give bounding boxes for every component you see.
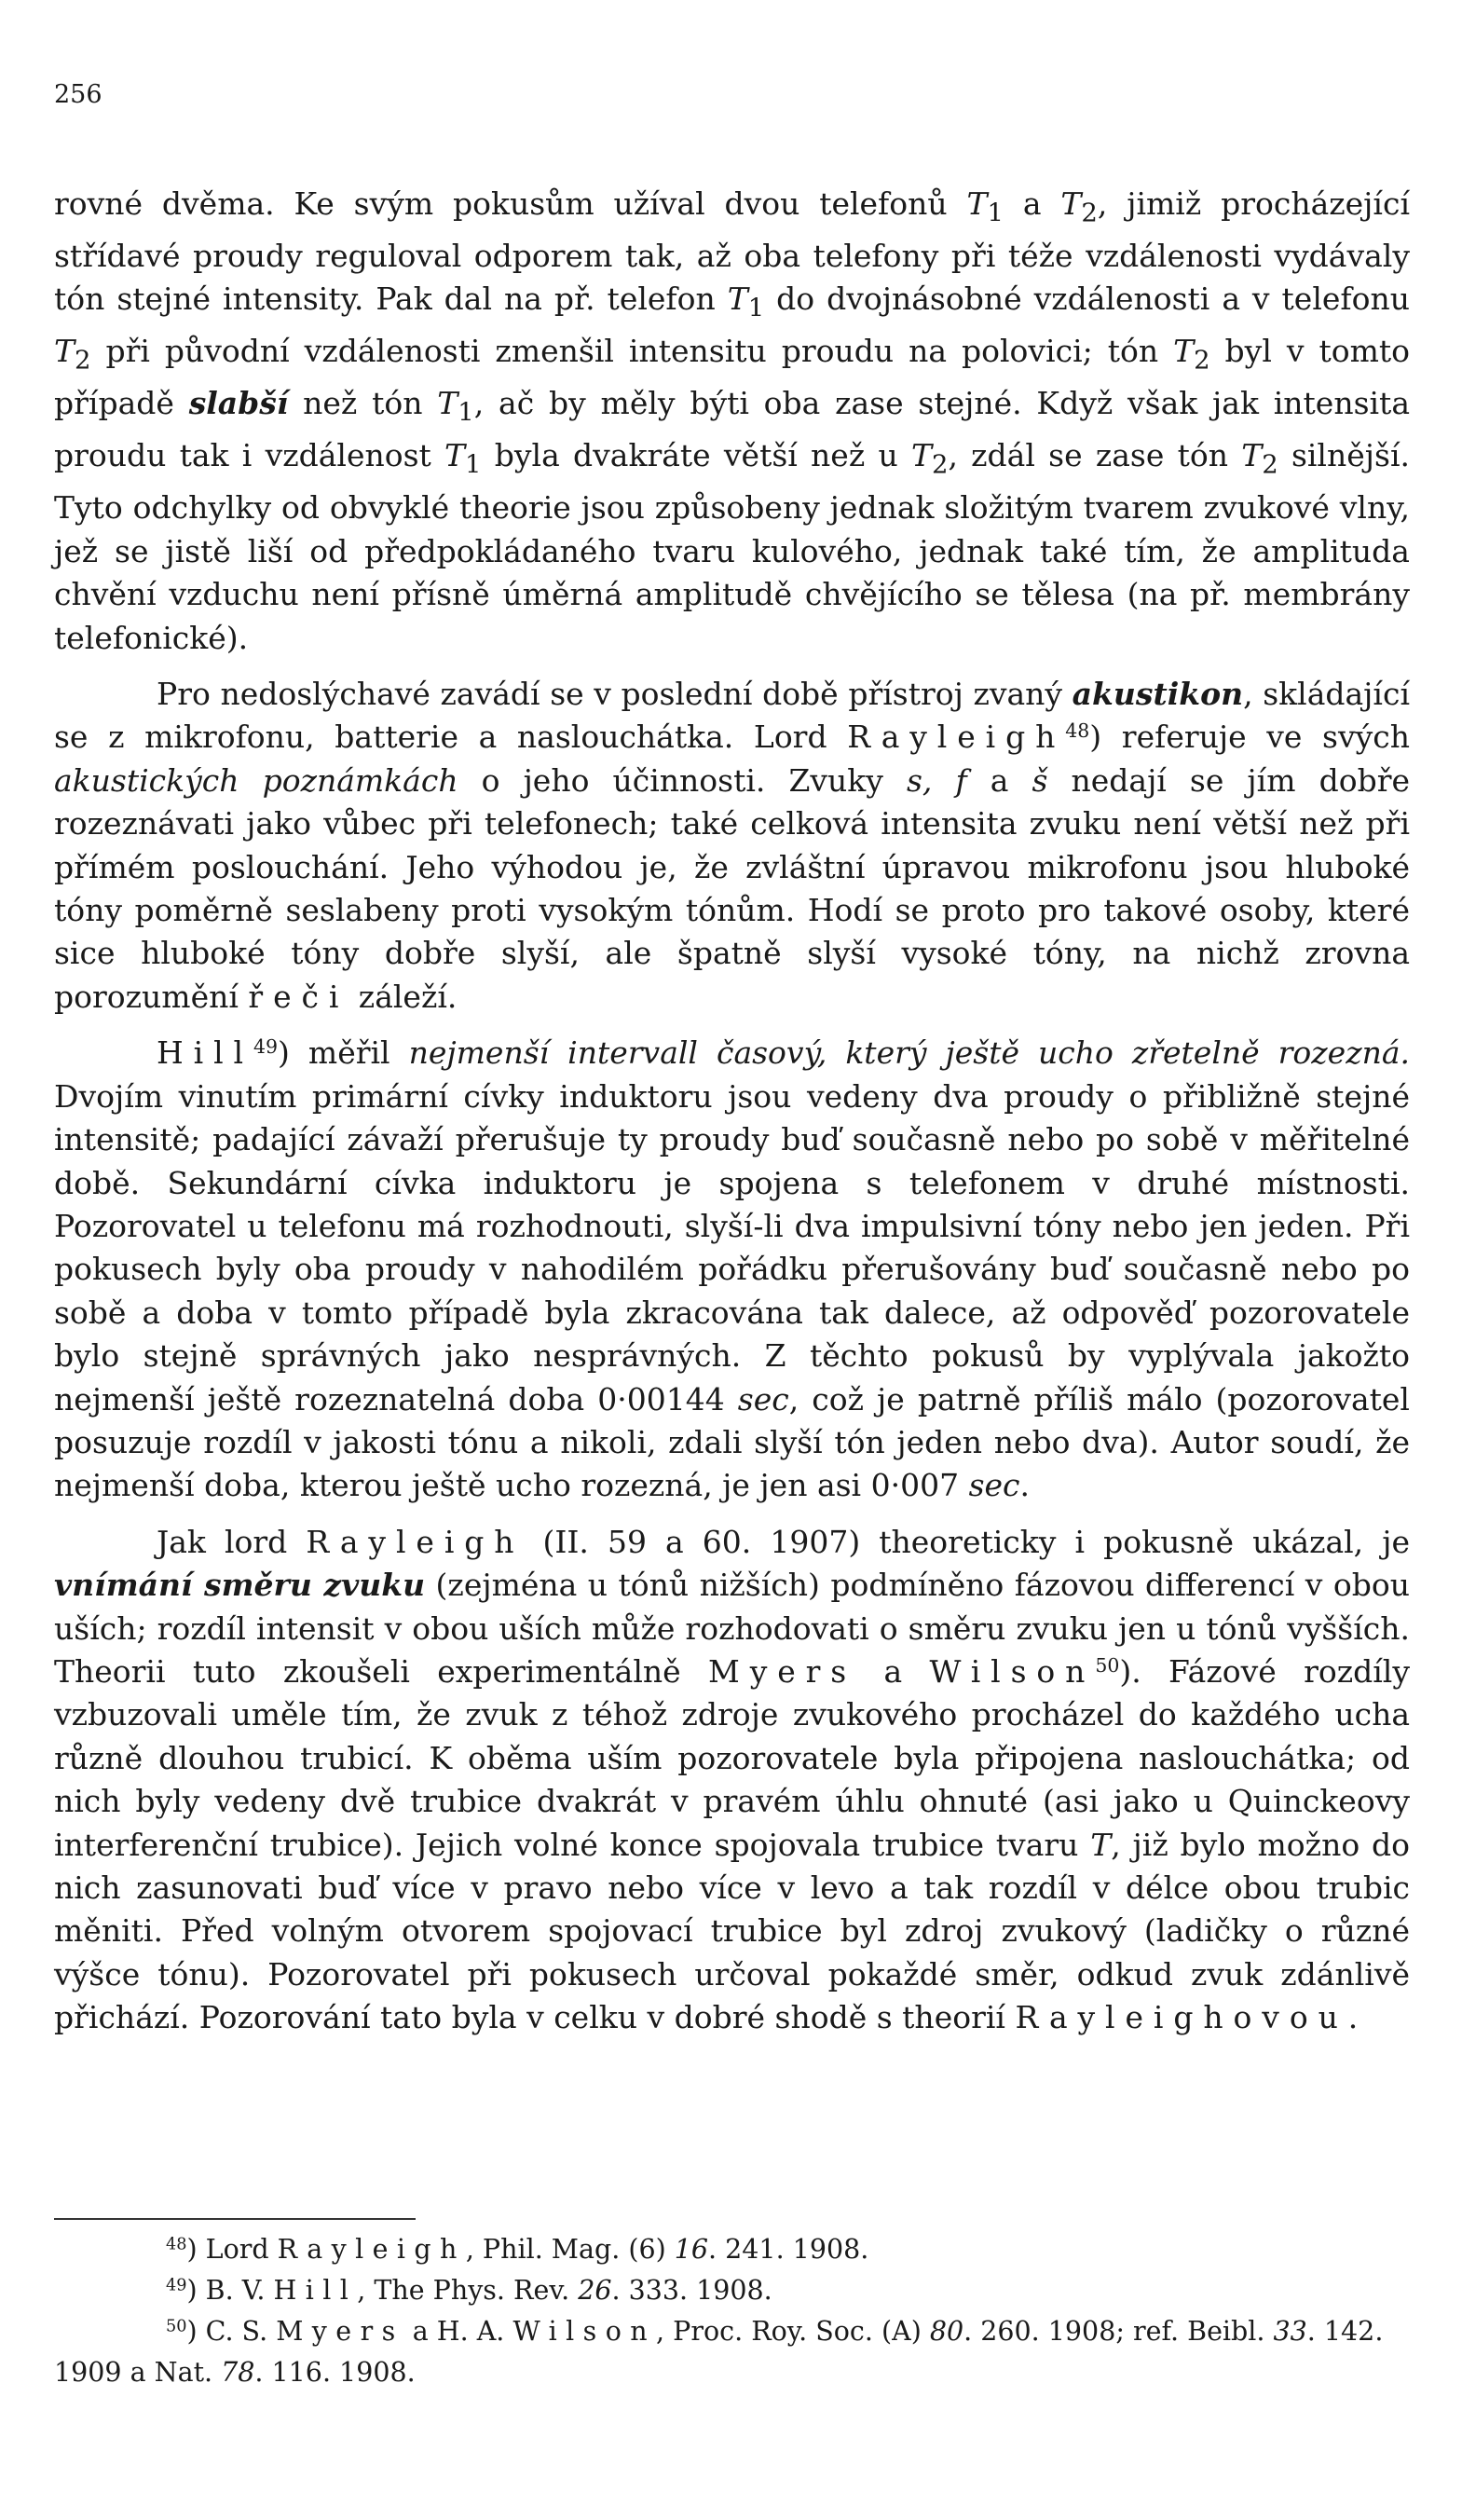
text: (zejména u tónů nižších) podmíněno fázovou differencí v obou uších; rozdíl intensit v obou uších může rozhodovati o směru zvuku jen u tónů vyšších. Theorii tuto zkoušeli experimentálně bbox=[54, 1567, 1410, 1690]
math-symbol: T bbox=[444, 437, 466, 474]
author-name: Hill bbox=[157, 1034, 254, 1072]
emphasis: akustikon bbox=[1072, 676, 1244, 713]
spaced-word: řeči bbox=[248, 978, 349, 1015]
emphasis: nejmenší intervall časový, který ještě ucho zřetelně rozezná. bbox=[408, 1034, 1411, 1072]
text: (II. 59 a 60. 1907) theoreticky i pokusně ukázal, je bbox=[524, 1523, 1410, 1560]
text: C. S. bbox=[197, 2316, 277, 2347]
text: Lord bbox=[197, 2234, 278, 2265]
volume: 80 bbox=[929, 2316, 964, 2347]
math-symbol: T bbox=[727, 281, 748, 318]
text: záleží. bbox=[348, 978, 458, 1015]
unit: sec bbox=[737, 1380, 789, 1418]
text: Jak lord bbox=[157, 1523, 307, 1560]
author-name: Rayleigh bbox=[306, 1523, 525, 1560]
math-symbol: T bbox=[54, 333, 75, 370]
text: , skládající se z mikrofonu, batterie a naslouchátka. Lord bbox=[54, 676, 1410, 756]
footnote-number: 48 bbox=[166, 2235, 187, 2254]
volume: 33 bbox=[1273, 2316, 1307, 2347]
math-symbol: T bbox=[910, 437, 932, 474]
math-subscript: 1 bbox=[465, 450, 482, 480]
math-subscript: 1 bbox=[747, 294, 765, 323]
footnote-divider bbox=[54, 2218, 416, 2220]
footnotes bbox=[54, 2229, 1410, 2393]
text: . 260. 1908; ref. Beibl. bbox=[963, 2316, 1274, 2347]
footnote-48: $^{48}$) Lord Rayleigh, Phil. Mag. (6) 16. 241. 1908. bbox=[166, 2234, 869, 2265]
footnote-ref: 49 bbox=[253, 1035, 279, 1059]
math-symbol: T bbox=[437, 385, 458, 422]
author-name: Hill bbox=[273, 2275, 358, 2306]
text: byla dvakráte větší než u bbox=[481, 437, 911, 474]
footnote-ref: 50 bbox=[1095, 1653, 1120, 1677]
text: . 116. 1908. bbox=[254, 2357, 416, 2388]
emphasis: slabší bbox=[188, 385, 289, 422]
emphasis: akustických poznámkách bbox=[54, 761, 458, 799]
math-symbol: T bbox=[1173, 333, 1195, 370]
text: do dvojnásobné vzdálenosti a v telefonu bbox=[764, 281, 1410, 318]
paragraph-4: Jak lord Rayleigh (II. 59 a 60. 1907) theoreticky i pokusně ukázal, je vnímání směru zvuku (zejména u tónů nižších) podmíněno fázovou differencí v obou uších; rozdíl intensit v obou uších může rozhodovati o směru zvuku jen u tónů vyšších. Theorii tuto zkoušeli experimentálně Myers a Wilson$^{50}$). Fázové rozdíly vzbuzovali uměle tím, že zvuk z téhož zdroje zvukového procházel do každého ucha různě dlouhou trubicí. K oběma uším pozorovatele byla připojena naslouchátka; od nich byly vedeny dvě trubice dvakrát v pravém úhlu ohnuté (asi jako u Quinckeovy interferenční trubice). Jejich volné konce spojovala trubice tvaru T, již bylo možno do nich zasunovati buď více v pravo nebo více v levo a tak rozdíl v délce obou trubic měniti. Před volným otvorem spojovací trubice byl zdroj zvukový (ladičky o různé výšce tónu). Pozorovatel při pokusech určoval pokaždé směr, odkud zvuk zdánlivě přichází. Pozorování tato byla v celku v dobré shodě s theorií Rayleighovou. bbox=[54, 1523, 1410, 2036]
unit: sec bbox=[968, 1467, 1020, 1504]
text: měřil bbox=[289, 1034, 409, 1072]
number: 0·00144 bbox=[597, 1380, 725, 1418]
main-text bbox=[54, 183, 1410, 2040]
emphasis: š bbox=[1032, 761, 1048, 799]
text: a bbox=[1004, 185, 1061, 222]
text: a H. A. bbox=[403, 2316, 513, 2347]
footnote-number: 49 bbox=[166, 2276, 187, 2295]
text: . 142. 1909 a Nat. bbox=[54, 2316, 1384, 2388]
text: . Fázové rozdíly vzbuzovali uměle tím, že zvuk z téhož zdroje zvukového procházel do každého ucha různě dlouhou trubicí. K oběma uším pozorovatele byla připojena naslouchátka; od nich byly vedeny dvě trubice dvakrát v pravém úhlu ohnuté (asi jako u Quinckeovy interferenční trubice). Jejich volné konce spojovala trubice tvaru bbox=[54, 1652, 1410, 1863]
math-subscript: 1 bbox=[987, 198, 1004, 228]
volume: 78 bbox=[221, 2357, 255, 2388]
text: , což je patrně příliš málo (pozorovatel posuzuje rozdíl v jakosti tónu a nikoli, zdali slyší tón jeden nebo dva). Autor soudí, že nejmenší doba, kterou ještě ucho rozezná, je jen asi bbox=[54, 1380, 1410, 1504]
text: silnější. Tyto odchylky od obvyklé theorie jsou způsobeny jednak složitým tvarem zvukové vlny, jež se jistě liší od předpokládaného tvaru kulového, jednak také tím, že amplituda chvění vzduchu není přísně úměrná amplitudě chvějícího se tělesa (na př. membrány telefonické). bbox=[54, 437, 1410, 656]
text: , Phil. Mag. (6) bbox=[465, 2234, 675, 2265]
text: referuje ve svých bbox=[1101, 719, 1411, 756]
text: Dvojím vinutím primární cívky induktoru jsou vedeny dva proudy o přibližně stejné intensitě; padající závaží přerušuje ty proudy buď současně nebo po sobě v měřitelné době. Sekundární cívka induktoru je spojena s telefonem v druhé místnosti. Pozorovatel u telefonu má rozhodnouti, slyší-li dva impulsivní tóny nebo jen jeden. Při pokusech byly oba proudy v nahodilém pořádku přerušovány buď současně nebo po sobě a doba v tomto případě byla zkracována tak dalece, až odpověď pozorovatele bylo stejně správných jako nesprávných. Z těchto pokusů by vyplývala jakožto nejmenší ještě rozeznatelná doba bbox=[54, 1077, 1410, 1418]
text: . 241. 1908. bbox=[708, 2234, 869, 2265]
math-subscript: 2 bbox=[75, 346, 91, 376]
text: , zdál se zase tón bbox=[948, 437, 1242, 474]
text: a bbox=[966, 761, 1032, 799]
text: při původní vzdálenosti zmenšil intensitu proudu na polovici; tón bbox=[90, 333, 1174, 370]
math-subscript: 2 bbox=[931, 450, 949, 480]
author-name: Rayleighovou bbox=[1015, 1999, 1348, 2036]
footnote-ref: 48 bbox=[1065, 719, 1090, 743]
math-symbol: T bbox=[1241, 437, 1263, 474]
number: 0·007 bbox=[870, 1467, 960, 1504]
author-name: Wilson bbox=[512, 2316, 657, 2347]
footnote-50: $^{50}$) C. S. Myers a H. A. Wilson, Proc. Roy. Soc. (A) 80. 260. 1908; ref. Beibl. 33. 142. 1909 a Nat. 78. 116. 1908. bbox=[54, 2316, 1384, 2388]
author-name: Rayleigh bbox=[277, 2234, 466, 2265]
footnote-number: 50 bbox=[166, 2317, 187, 2336]
footnote-49: $^{49}$) B. V. Hill, The Phys. Rev. 26. 333. 1908. bbox=[166, 2275, 772, 2306]
paragraph-3: Hill$^{49}$) měřil nejmenší intervall časový, který ještě ucho zřetelně rozezná. Dvojím vinutím primární cívky induktoru jsou vedeny dva proudy o přibližně stejné intensitě; padající závaží přerušuje ty proudy buď současně nebo po sobě v měřitelné době. Sekundární cívka induktoru je spojena s telefonem v druhé místnosti. Pozorovatel u telefonu má rozhodnouti, slyší-li dva impulsivní tóny nebo jen jeden. Při pokusech byly oba proudy v nahodilém pořádku přerušovány buď současně nebo po sobě a doba v tomto případě byla zkracována tak dalece, až odpověď pozorovatele bylo stejně správných jako nesprávných. Z těchto pokusů by vyplývala jakožto nejmenší ještě rozeznatelná doba 0·00144 sec, což je patrně příliš málo (pozorovatel posuzuje rozdíl v jakosti tónu a nikoli, zdali slyší tón jeden nebo dva). Autor soudí, že nejmenší doba, kterou ještě ucho rozezná, je jen asi 0·007 sec. bbox=[54, 1034, 1411, 1504]
text: , již bylo možno do nich zasunovati buď více v pravo nebo více v levo a tak rozdíl v délce obou trubic měniti. Před volným otvorem spojovací trubice byl zdroj zvukový (ladičky o různé výšce tónu). Pozorovatel při pokusech určoval pokaždé směr, odkud zvuk zdánlivě přichází. Pozorování tato byla v celku v dobré shodě s theorií bbox=[54, 1826, 1410, 2036]
text: a bbox=[856, 1652, 930, 1690]
paragraph-1 bbox=[54, 183, 1410, 660]
text: , Proc. Roy. Soc. (A) bbox=[656, 2316, 930, 2347]
paragraph-2: Pro nedoslýchavé zavádí se v poslední době přístroj zvaný akustikon, skládající se z mikrofonu, batterie a naslouchátka. Lord Rayleigh$^{48}$) referuje ve svých akustických poznámkách o jeho účinnosti. Zvuky s, f a š nedají se jím dobře rozeznávati jako vůbec při telefonech; také celková intensita zvuku není větší než při přímém poslouchání. Jeho výhodou je, že zvláštní úpravou mikrofonu jsou hluboké tóny poměrně seslabeny proti vysokým tónům. Hodí se proto pro takové osoby, které sice hluboké tóny dobře slyší, ale špatně slyší vysoké tóny, na nichž zrovna porozumění řeči záleží. bbox=[54, 676, 1411, 1015]
text: byl v tomto případě bbox=[54, 333, 1411, 422]
math-subscript: 1 bbox=[458, 398, 474, 428]
text: než tón bbox=[288, 385, 438, 422]
text: , ač by měly býti oba zase stejné. Když však jak intensita proudu tak i vzdálenost bbox=[54, 385, 1410, 474]
math-symbol: T bbox=[966, 185, 988, 222]
text: . 333. 1908. bbox=[611, 2275, 772, 2306]
text: nedají se jím dobře rozeznávati jako vůbec při telefonech; také celková intensita zvuku není větší než při přímém poslouchání. Jeho výhodou je, že zvláštní úpravou mikrofonu jsou hluboké tóny poměrně seslabeny proti vysokým tónům. Hodí se proto pro takové osoby, které sice hluboké tóny dobře slyší, ale špatně slyší vysoké tóny, na nichž zrovna porozumění bbox=[54, 761, 1410, 1015]
text: B. V. bbox=[197, 2275, 274, 2306]
author-name: Wilson bbox=[929, 1652, 1096, 1690]
author-name: Myers bbox=[276, 2316, 404, 2347]
text: , The Phys. Rev. bbox=[357, 2275, 579, 2306]
text: o jeho účinnosti. Zvuky bbox=[458, 761, 907, 799]
text: . bbox=[1347, 1999, 1359, 2036]
math-symbol: T bbox=[1060, 185, 1082, 222]
author-name: Rayleigh bbox=[847, 719, 1066, 756]
page-number: 256 bbox=[54, 80, 102, 109]
emphasis: vnímání směru zvuku bbox=[54, 1567, 426, 1604]
math-subscript: 2 bbox=[1262, 450, 1278, 480]
emphasis: s, f bbox=[907, 761, 967, 799]
math-subscript: 2 bbox=[1081, 198, 1098, 228]
author-name: Myers bbox=[708, 1652, 857, 1690]
text: . bbox=[1019, 1467, 1031, 1504]
volume: 26 bbox=[578, 2275, 612, 2306]
text: rovné dvěma. Ke svým pokusům užíval dvou telefonů bbox=[54, 185, 967, 222]
math-subscript: 2 bbox=[1194, 346, 1210, 376]
text: Pro nedoslýchavé zavádí se v poslední době přístroj zvaný bbox=[157, 676, 1073, 713]
volume: 16 bbox=[674, 2234, 709, 2265]
text: , jimiž procházející střídavé proudy reguloval odporem tak, až oba telefony při téže vzdálenosti vydávaly tón stejné intensity. Pak dal na př. telefon bbox=[54, 185, 1410, 318]
emphasis: T bbox=[1090, 1826, 1112, 1863]
